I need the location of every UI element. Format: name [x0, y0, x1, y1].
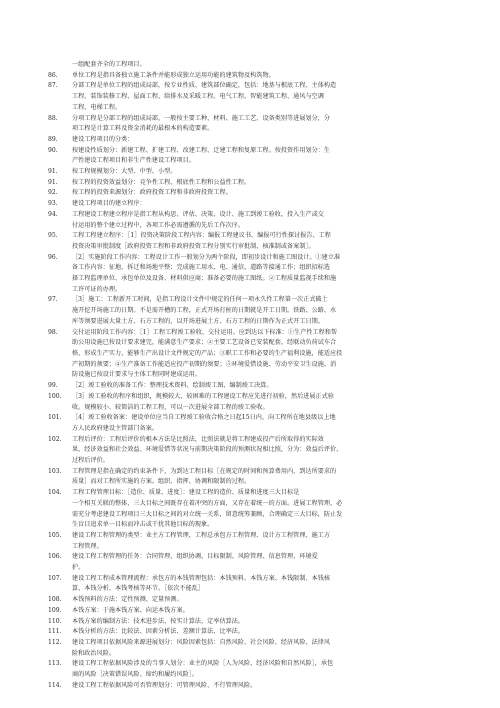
item-number: 114. — [48, 681, 62, 689]
list-item — [48, 167, 478, 178]
item-number: 107. — [48, 574, 62, 582]
item-text: 分部工程是单位工程的组成局部，按专业性质、建筑部位确定，包括：地基与根底工程、主体构造 工程、装饰装修工程、屋面工程、给排水及采暖工程、电气工程、智能建筑工程、通风与空调 工程、电梯工程。 — [72, 82, 337, 111]
list-item — [48, 199, 478, 210]
entry-list — [48, 60, 478, 691]
list-item — [48, 574, 478, 595]
list-item — [48, 627, 478, 638]
item-number: 97. — [48, 296, 58, 304]
item-text: 工程管理是指在确定的约束条件下，为到达工程目标［在规定的时间和预算费用内，到达所要求的 质量］而对工程所实施的方案、组织、指挥、协调和限制的过程。 — [72, 467, 337, 486]
list-item — [48, 231, 478, 252]
list-item — [48, 295, 478, 327]
item-number: 110. — [48, 617, 62, 625]
item-number: 93. — [48, 200, 58, 208]
item-text: 按工程规模划分：大型、中型、小型。 — [72, 168, 177, 176]
item-number: 87. — [48, 82, 58, 90]
list-item — [48, 659, 478, 680]
item-text: 建设工程工程管理的任务：合同管理、组织协调、目标限制、风险管理、信息管理、环境爱 护。 — [72, 553, 318, 572]
item-number: 111. — [48, 628, 62, 636]
list-item — [48, 413, 478, 434]
list-item — [48, 617, 478, 628]
item-number: 112. — [48, 638, 62, 646]
list-item — [48, 467, 478, 488]
list-item — [48, 328, 478, 382]
item-number: 94. — [48, 210, 58, 218]
item-text: ［3］施工：工程新开工时间，是指工程设计文件中规定的任何一项永久性工程第一次正式破土 施开挖开场施工的日期。不是需开槽的工程，正式开场打桩的日期就是开工日期。铁路、公路、水 库等须要进展大量土方、石方工程的，以开场进展土方、石方工程的日期作为正式开工日期。 — [72, 296, 337, 325]
list-item — [48, 71, 478, 82]
list-item — [48, 552, 478, 573]
list-item — [48, 114, 478, 135]
list-item — [48, 188, 478, 199]
list-item — [48, 135, 478, 146]
item-text: 工程后评价：工程后评价的根本方法是比照法，比照法就是将工程建成投产后所取得的实际效 果、经济效益和社会效益、环境爱惜等状况与前期决策阶段的预测状况相比照，分为：效益后评价、 过程后评价。 — [72, 435, 343, 465]
item-number: 89. — [48, 135, 58, 143]
list-item — [48, 146, 478, 167]
item-text: 工程工程管理目标：［造价、质量、进度］：建设工程的造价、质量和进度三大目标是 一个相互关联的整体，三大目标之间既存在着冲突的方面，又存在着统一的方面。进展工程管理，必 需充分考虑建设工程项目三大目标之间的对立统一关系，留意统筹兼顾，合理确定三大目标，防止发 生盲目追求单一目标而冲击或干扰其他目标的现象。 — [72, 489, 343, 529]
item-number: 96. — [48, 253, 58, 261]
item-text: 本钱分析的方法：比较法、因素分析法、差额计算法、比率法。 — [72, 628, 245, 636]
list-item — [48, 435, 478, 467]
item-number — [48, 60, 72, 71]
list-item — [72, 60, 478, 71]
item-number: 98. — [48, 328, 58, 336]
item-text: 本钱预料的方法：定性预测、定量预测。 — [72, 596, 183, 604]
item-text: ［4］竣工验收备案：建设单位应当自工程竣工验收合格之日起15日内，向工程所在地县级以上地 方人民政府建设主管部门备案。 — [72, 414, 336, 432]
item-number: 109. — [48, 606, 62, 614]
item-text: 建设工程项目的分类： — [72, 135, 134, 143]
item-text: ［3］竣工验收的程序和组织，规模较大、较困难的工程建设工程应先进行初验，然后进展正式验 收。规模较小、较简洁的工程工程，可以一次进展全部工程的竣工验收。 — [72, 392, 334, 411]
item-number: 95. — [48, 232, 58, 240]
item-text: 按建设性质划分：新建工程、扩建工程、改建工程、迁建工程和复原工程。按投资作用划分：生 产性建设工程项目和非生产性建设工程项目。 — [72, 146, 331, 165]
item-number: 105. — [48, 531, 62, 539]
item-text: 建设工程项目依据风险来源进展划分：风险因素包括：自然风险、社会风险、经济风险、法律风 险和政治风险。 — [72, 638, 331, 657]
item-text: 分项工程是分部工程的组成局部，一般按主要工种、材料、施工工艺、设备类别等进展划分，分 项工程是计算工料及资金消耗的最根本的构造要素。 — [72, 114, 331, 133]
item-text: 建设工程工程依据风险可否管理划分：可管理风险、不行管理风险。 — [72, 681, 257, 689]
list-item — [48, 638, 478, 659]
list-item — [48, 681, 478, 692]
list-item — [48, 210, 478, 231]
item-number: 92. — [48, 189, 58, 197]
item-text: 本钱方案：于施本钱方案、向运本钱方案。 — [72, 606, 189, 614]
item-text: 按工程的投资效益划分：竞争性工程、根底性工程和公益性工程。 — [72, 178, 251, 186]
item-text: 工程建设工程建立程序是指工程从构思、评估、决策、设计、施工到竣工验收、投入生产或交 付运用的整个建立过程中，各项工作必需遵循的先后工作次序。 — [72, 210, 324, 229]
item-text: 一组配套齐全的工程项目。 — [72, 61, 146, 68]
item-number: 102. — [48, 435, 62, 443]
item-text: 建设工程项目的建立程序： — [72, 200, 146, 208]
item-text: 建设工程工程依据风险涉及的当事人划分：业主的风险［人为风险、经济风险和自然风险］，承包 商的风险［决策错误风险、缔约和履约风险］。 — [72, 660, 334, 679]
item-number: 113. — [48, 660, 62, 668]
item-text: 建设工程工程管理的类型：业主方工程管理、工程总承包方工程管理、设计方工程管理、施工方 工程管理。 — [72, 531, 331, 550]
item-number: 88. — [48, 114, 58, 122]
item-text: 建设工程工程成本管理流程：承包方的本钱管理包括：本钱预料、本钱方案、本钱限制、本钱核 算、本钱分析、本钱考核等环节。［依次不能乱］ — [72, 574, 331, 593]
item-text: 交付运用阶段工作内容：［1］工程工程竣工验收、交付运用。应到达以下标准：①生产性工程和帮 助公用设施已按设计要求建完，能满意生产要求；②主要工艺设备已安装配套，经联动负荷试车合 格，形成生产实力，能够生产出设计文件规定的产品；③职工工作和必要的生产福利设施，能适应投 产初期的须要；④生产准备工作能适应投产初期的须要；⑤环境爱惜设施、劳动平安卫生设施、消 防设施已按设计要求与主体工程同时建成运用。 — [72, 328, 343, 379]
item-number: 104. — [48, 489, 62, 497]
item-number: 101. — [48, 414, 62, 422]
list-item — [48, 253, 478, 296]
item-number: 100. — [48, 392, 62, 400]
item-number: 106. — [48, 553, 62, 561]
list-item — [48, 488, 478, 531]
item-number: 86. — [48, 71, 58, 79]
list-item — [48, 531, 478, 552]
item-text: 本钱方案的编制方法：技术进步法、按实计算法、定率估算法。 — [72, 617, 245, 625]
item-text: 工程工程建立程序：［1］投资决策阶段工程内容：编报工程建议书、编报可行性探讨报告、工程 投资决策审批制度［政府投资工程和非政府投资工程分别实行审批制、核准制或备案制］。 — [72, 232, 331, 250]
item-text: ［2］实施阶段工作内容：工程设计工作一般划分为两个阶段，即初步设计和施工图设计。①建立准 备工作内容：征地、拆迁和场地平整；完成施工用水、电、通信、道路等接通工作；组织招标选 择工程监理单位、承包单位及设备、材料供应商；准备必要的施工图纸。②工程质量监视手续和施 工许可证的办理。 — [72, 253, 341, 293]
item-number: 91. — [48, 168, 58, 176]
list-item — [48, 178, 478, 189]
item-text: 单位工程是指具备独立施工条件并能形成独立运用功能的建筑物及构筑物。 — [72, 71, 275, 79]
list-item — [48, 595, 478, 606]
list-item — [48, 381, 478, 392]
item-number: 91. — [48, 178, 58, 186]
item-number: 90. — [48, 146, 58, 154]
item-number: 99. — [48, 382, 58, 390]
list-item — [48, 606, 478, 617]
list-item — [48, 81, 478, 113]
item-number: 103. — [48, 467, 62, 475]
list-item — [48, 392, 478, 413]
item-number: 108. — [48, 596, 62, 604]
item-text: 按工程的投资来源划分：政府投资工程和非政府投资工程。 — [72, 189, 232, 197]
item-text: ［2］竣工验收的准备工作：整理技术资料、绘制竣工图、编制竣工决算。 — [72, 382, 273, 390]
